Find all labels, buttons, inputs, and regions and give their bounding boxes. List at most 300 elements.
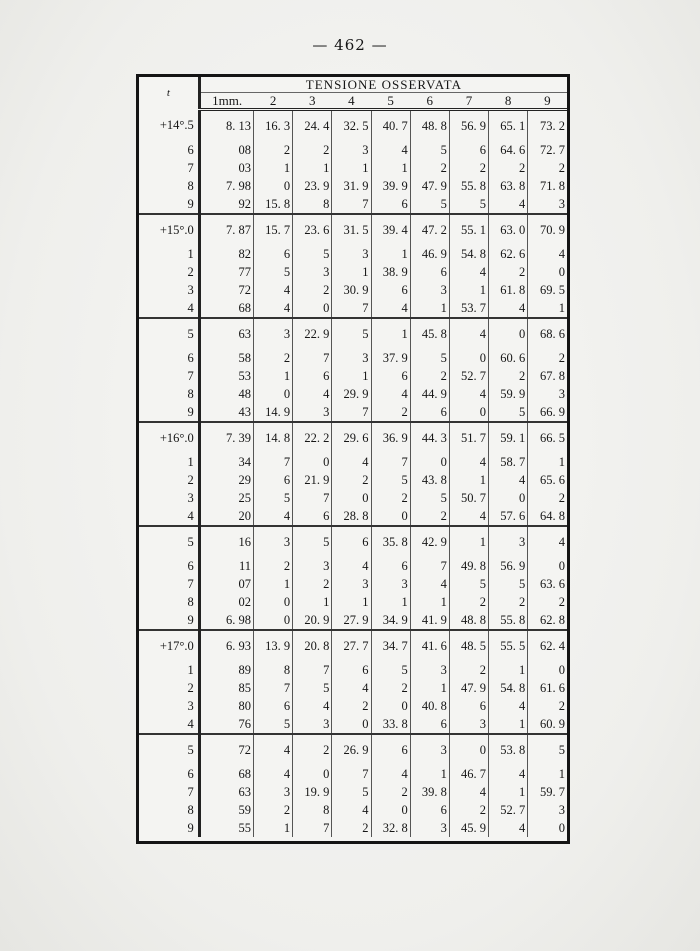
value-cell: 31. 9 [332,177,371,195]
value-cell: 2 [254,801,293,819]
value-cell: 6 [293,367,332,385]
value-cell: 43. 8 [410,471,449,489]
temperature-cell: 8 [139,385,199,403]
value-cell: 1 [410,679,449,697]
value-cell: 1 [254,819,293,837]
temperature-cell: +15°.0 [139,214,199,245]
value-cell: 26. 9 [332,734,371,765]
value-cell: 1 [410,299,449,318]
value-cell: 1 [528,299,567,318]
value-cell: 3 [558,803,565,817]
table-row [139,661,567,679]
value-cell: 6 [410,263,449,281]
value-cell: 0 [254,611,293,630]
value-cell: 47. 9 [410,177,449,195]
temperature-cell: 6 [139,765,199,783]
value-cell: 6 [254,697,293,715]
table-body [139,110,567,838]
value-cell: 82 [199,245,253,263]
value-cell: 3 [254,783,293,801]
temperature-cell: 6 [139,557,199,575]
value-cell: 2 [558,699,565,713]
value-cell: 8. 13 [199,110,253,142]
value-cell: 3 [332,349,371,367]
column-header: 5 [371,93,410,110]
value-cell: 2 [254,349,293,367]
value-cell: 55 [199,819,253,837]
value-cell: 56. 9 [489,557,528,575]
value-cell: 32. 5 [332,110,371,142]
value-cell: 0 [558,559,565,573]
value-cell: 0 [371,507,410,526]
value-cell: 7 [293,819,332,837]
value-cell: 47. 9 [449,679,488,697]
value-cell: 8 [293,195,332,214]
temperature-cell: 3 [139,489,199,507]
value-cell: 0 [558,663,565,677]
value-cell: 0 [410,453,449,471]
value-cell: 1 [254,575,293,593]
value-cell: 80 [199,697,253,715]
value-cell: 36. 9 [371,422,410,453]
value-cell: 70. 9 [540,223,565,237]
value-cell: 4 [332,557,371,575]
value-cell: 55. 1 [449,214,488,245]
value-cell: 3 [410,819,449,837]
value-cell: 2 [332,471,371,489]
value-cell: 1 [332,263,371,281]
value-cell: 6 [449,141,488,159]
value-cell: 29. 6 [332,422,371,453]
value-cell: 62. 8 [528,611,567,630]
temperature-cell: 8 [139,593,199,611]
value-cell: 5 [371,471,410,489]
value-cell: 25 [199,489,253,507]
value-cell: 0 [371,801,410,819]
value-cell: 7 [254,453,293,471]
table-frame [136,74,570,844]
value-cell: 22. 2 [293,422,332,453]
value-cell: 3 [254,318,293,349]
value-cell: 48. 5 [449,630,488,661]
value-cell: 7 [371,453,410,471]
temperature-cell: +17°.0 [139,630,199,661]
value-cell: 1 [489,661,528,679]
value-cell: 66. 5 [540,431,565,445]
value-cell: 2 [254,557,293,575]
value-cell: 7 [293,489,332,507]
value-cell: 60. 6 [489,349,528,367]
temperature-cell: 6 [139,349,199,367]
value-cell: 6 [332,526,371,557]
value-cell: 11 [199,557,253,575]
page-number: — 462 — [312,36,388,54]
table-row [139,403,567,422]
value-cell: 4 [449,263,488,281]
value-cell: 15. 8 [254,195,293,214]
value-cell: 07 [199,575,253,593]
value-cell: 92 [199,195,253,214]
value-cell: 48 [199,385,253,403]
value-cell: 53. 8 [489,734,528,765]
value-cell: 1 [489,783,528,801]
value-cell: 66. 9 [528,403,567,422]
value-cell: 6 [410,801,449,819]
value-cell: 68 [199,299,253,318]
table-row [139,214,567,245]
value-cell: 0 [254,385,293,403]
value-cell: 0 [489,489,528,507]
value-cell: 2 [489,367,528,385]
value-cell: 1 [332,367,371,385]
value-cell: 72. 7 [540,143,565,157]
value-cell: 51. 7 [449,422,488,453]
value-cell: 56. 9 [449,110,488,142]
value-cell: 6. 98 [199,611,253,630]
value-cell: 4 [293,385,332,403]
value-cell: 4 [558,535,565,549]
value-cell: 0 [449,734,488,765]
value-cell: 08 [199,141,253,159]
value-cell: 3 [371,575,410,593]
value-cell: 6 [371,557,410,575]
value-cell: 44. 3 [410,422,449,453]
value-cell: 68 [199,765,253,783]
value-cell: 7. 39 [199,422,253,453]
value-cell: 46. 7 [449,765,488,783]
value-cell: 29 [199,471,253,489]
value-cell: 8 [293,801,332,819]
value-cell: 4 [558,247,565,261]
value-cell: 27. 7 [332,630,371,661]
value-cell: 3 [254,526,293,557]
column-header: 8 [489,93,528,110]
table-header [139,77,567,110]
value-cell: 7 [332,403,371,422]
value-cell: 65. 1 [489,110,528,142]
temperature-cell: 3 [139,281,199,299]
value-cell: 52. 7 [489,801,528,819]
value-cell: 59. 7 [540,785,565,799]
value-cell: 5 [410,349,449,367]
table-row [139,318,567,349]
table-row [139,575,567,593]
value-cell: 1 [449,281,488,299]
value-cell: 3 [293,557,332,575]
value-cell: 64. 6 [489,141,528,159]
value-cell: 30. 9 [332,281,371,299]
value-cell: 4 [489,697,528,715]
value-cell: 3 [410,281,449,299]
value-cell: 2 [449,661,488,679]
value-cell: 5 [410,489,449,507]
temperature-cell: 7 [139,575,199,593]
value-cell: 2 [558,491,565,505]
value-cell: 03 [199,159,253,177]
value-cell: 2 [371,679,410,697]
value-cell: 4 [332,453,371,471]
value-cell: 4 [449,318,488,349]
value-cell: 35. 8 [371,526,410,557]
value-cell: 6 [410,715,449,734]
value-cell: 4 [449,507,488,526]
temperature-cell: 8 [139,801,199,819]
value-cell: 3 [293,403,332,422]
value-cell: 76 [199,715,253,734]
value-cell: 3 [558,387,565,401]
value-cell: 14. 8 [254,422,293,453]
value-cell: 02 [199,593,253,611]
table-row [139,177,567,195]
value-cell: 1 [489,715,528,734]
temperature-cell: +16°.0 [139,422,199,453]
value-cell: 2 [371,489,410,507]
value-cell: 2 [558,595,565,609]
column-header: 6 [410,93,449,110]
value-cell: 53. 7 [449,299,488,318]
value-cell: 73. 2 [540,119,565,133]
value-cell: 39. 9 [371,177,410,195]
value-cell: 4 [371,385,410,403]
temperature-cell: 4 [139,715,199,734]
value-cell: 0 [254,593,293,611]
value-cell: 0 [254,177,293,195]
value-cell: 15. 7 [254,214,293,245]
value-cell: 6 [449,697,488,715]
table-row [139,367,567,385]
table-row [139,679,567,697]
value-cell: 0 [371,697,410,715]
value-cell: 1 [254,159,293,177]
value-cell: 3 [489,526,528,557]
value-cell: 23. 6 [293,214,332,245]
value-cell: 5 [449,575,488,593]
value-cell: 3 [293,263,332,281]
table-row [139,195,567,214]
table-row [139,611,567,630]
value-cell: 1 [254,367,293,385]
value-cell: 6 [371,734,410,765]
value-cell: 45. 9 [449,819,488,837]
value-cell: 53 [199,367,253,385]
value-cell: 5 [332,783,371,801]
value-cell: 2 [489,593,528,611]
value-cell: 5 [254,715,293,734]
value-cell: 49. 8 [449,557,488,575]
value-cell: 1 [410,593,449,611]
value-cell: 71. 8 [540,179,565,193]
value-cell: 4 [410,575,449,593]
table-row [139,263,567,281]
value-cell: 0 [449,349,488,367]
temperature-cell: +14°.5 [139,110,199,142]
value-cell: 63. 0 [489,214,528,245]
value-cell: 4 [449,783,488,801]
value-cell: 7. 87 [199,214,253,245]
value-cell: 45. 8 [410,318,449,349]
value-cell: 34. 7 [371,630,410,661]
value-cell: 4 [371,141,410,159]
value-cell: 2 [410,159,449,177]
value-cell: 33. 8 [371,715,410,734]
value-cell: 0 [558,265,565,279]
value-cell: 5 [371,661,410,679]
value-cell: 72 [199,734,253,765]
value-cell: 29. 9 [332,385,371,403]
temperature-cell: 4 [139,507,199,526]
value-cell: 5 [254,263,293,281]
value-cell: 1 [410,765,449,783]
temperature-cell: 6 [139,141,199,159]
value-cell: 16. 3 [254,110,293,142]
value-cell: 6 [332,661,371,679]
value-cell: 4 [332,679,371,697]
temperature-cell: 7 [139,367,199,385]
value-cell: 1 [371,245,410,263]
column-header: 4 [332,93,371,110]
value-cell: 0 [489,318,528,349]
temperature-cell: 3 [139,697,199,715]
value-cell: 2 [332,697,371,715]
value-cell: 89 [199,661,253,679]
value-cell: 77 [199,263,253,281]
value-cell: 72 [199,281,253,299]
value-cell: 4 [293,697,332,715]
value-cell: 38. 9 [371,263,410,281]
value-cell: 5 [558,743,565,757]
temperature-cell: 1 [139,453,199,471]
value-cell: 0 [293,765,332,783]
value-cell: 63 [199,783,253,801]
value-cell: 8 [254,661,293,679]
table-row [139,557,567,575]
value-cell: 3 [410,734,449,765]
temperature-cell: 9 [139,403,199,422]
value-cell: 2 [449,159,488,177]
value-cell: 55. 8 [449,177,488,195]
value-cell: 7 [293,349,332,367]
value-cell: 2 [489,159,528,177]
value-cell: 39. 4 [371,214,410,245]
value-cell: 4 [371,299,410,318]
value-cell: 55. 5 [489,630,528,661]
value-cell: 62. 4 [540,639,565,653]
value-cell: 5 [254,489,293,507]
value-cell: 54. 8 [449,245,488,263]
value-cell: 63 [199,318,253,349]
value-cell: 58. 7 [489,453,528,471]
value-cell: 4 [254,734,293,765]
value-cell: 3 [528,195,567,214]
value-cell: 55. 8 [489,611,528,630]
value-cell: 1 [449,471,488,489]
table-row [139,801,567,819]
temperature-cell: 9 [139,819,199,837]
value-cell: 5 [293,245,332,263]
value-cell: 39. 8 [410,783,449,801]
column-header: 9 [528,93,567,110]
value-cell: 4 [254,299,293,318]
value-cell: 67. 8 [540,369,565,383]
value-cell: 7 [332,765,371,783]
value-cell: 4 [332,801,371,819]
value-cell: 7 [293,661,332,679]
value-cell: 7 [332,195,371,214]
value-cell: 43 [199,403,253,422]
value-cell: 3 [332,141,371,159]
table-row [139,507,567,526]
value-cell: 2 [558,351,565,365]
temperature-cell: 2 [139,679,199,697]
table-row [139,453,567,471]
value-cell: 4 [254,507,293,526]
value-cell: 1 [371,318,410,349]
value-cell: 59. 9 [489,385,528,403]
value-cell: 2 [410,367,449,385]
table-row [139,141,567,159]
value-cell: 63. 6 [540,577,565,591]
value-cell: 13. 9 [254,630,293,661]
value-cell: 34. 9 [371,611,410,630]
value-cell: 59. 1 [489,422,528,453]
value-cell: 64. 8 [528,507,567,526]
value-cell: 0 [558,821,565,835]
value-cell: 19. 9 [293,783,332,801]
value-cell: 27. 9 [332,611,371,630]
value-cell: 3 [332,245,371,263]
table-row [139,159,567,177]
value-cell: 2 [371,403,410,422]
value-cell: 4 [489,765,528,783]
tension-table [139,77,567,837]
temperature-cell: 7 [139,783,199,801]
value-cell: 6 [254,245,293,263]
value-cell: 3 [410,661,449,679]
value-cell: 3 [332,575,371,593]
value-cell: 1 [332,159,371,177]
value-cell: 1 [293,159,332,177]
temperature-cell: 1 [139,661,199,679]
table-row [139,765,567,783]
value-cell: 7 [332,299,371,318]
value-cell: 32. 8 [371,819,410,837]
value-cell: 5 [293,526,332,557]
value-cell: 1 [558,767,565,781]
value-cell: 5 [410,195,449,214]
column-header: 7 [449,93,488,110]
value-cell: 4 [489,299,528,318]
value-cell: 6. 93 [199,630,253,661]
value-cell: 2 [489,263,528,281]
value-cell: 48. 8 [410,110,449,142]
value-cell: 6 [371,281,410,299]
value-cell: 22. 9 [293,318,332,349]
value-cell: 6 [371,195,410,214]
table-row [139,245,567,263]
temperature-cell: 5 [139,734,199,765]
value-cell: 34 [199,453,253,471]
value-cell: 5 [449,195,488,214]
value-cell: 58 [199,349,253,367]
value-cell: 0 [449,403,488,422]
value-cell: 2 [293,734,332,765]
value-cell: 50. 7 [449,489,488,507]
value-cell: 0 [293,453,332,471]
value-cell: 2 [558,161,565,175]
value-cell: 21. 9 [293,471,332,489]
table-row [139,281,567,299]
value-cell: 2 [449,593,488,611]
